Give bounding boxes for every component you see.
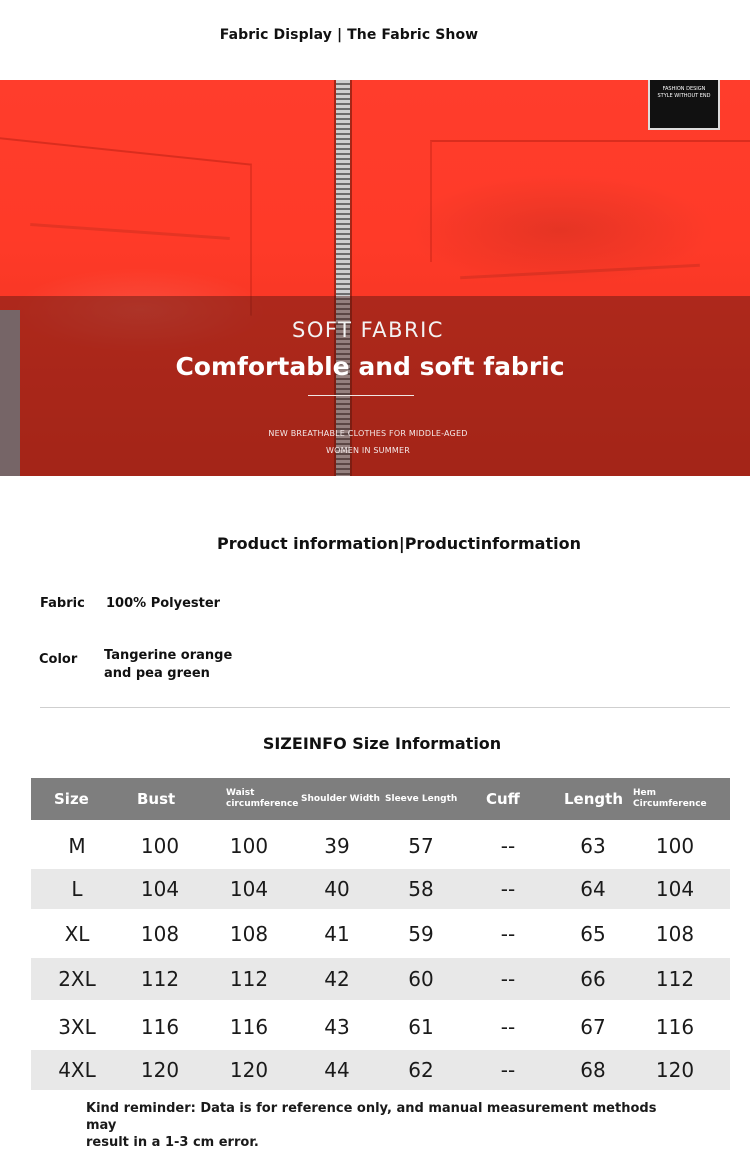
cell-waist: 120 — [229, 1058, 269, 1082]
header-hem — [633, 778, 707, 820]
cell-bust: 108 — [140, 922, 180, 946]
table-row — [31, 958, 730, 1000]
cell-hem: 100 — [655, 834, 695, 858]
cell-size: XL — [64, 922, 90, 946]
header-bust: Bust — [137, 790, 176, 808]
kind-reminder — [86, 1100, 686, 1151]
cell-size: M — [68, 834, 86, 858]
section-divider — [40, 707, 730, 708]
cell-bust: 120 — [140, 1058, 180, 1082]
cell-waist: 112 — [229, 967, 269, 991]
header-sleeve: Sleeve Length — [385, 793, 458, 804]
header-shoulder: Shoulder Width — [301, 793, 380, 804]
reminder-line-1: Kind reminder: Data is for reference only, and manual measurement methods may — [86, 1101, 657, 1133]
header-waist-line-2: circumference — [226, 799, 299, 809]
header-length: Length — [564, 790, 623, 808]
color-label: Color — [39, 652, 78, 667]
cell-cuff: -- — [500, 1015, 516, 1039]
cell-size: 4XL — [58, 1058, 96, 1082]
color-value — [104, 647, 232, 683]
cell-shoulder: 44 — [324, 1058, 350, 1082]
header-waist-line-1: Waist — [226, 788, 255, 798]
banner-subline-1: NEW BREATHABLE CLOTHES FOR MIDDLE-AGED — [268, 429, 468, 438]
banner-headline: Comfortable and soft fabric — [175, 352, 565, 381]
cell-length: 66 — [580, 967, 606, 991]
label-patch-line-2: STYLE WITHOUT END — [657, 93, 711, 99]
reminder-line-2: result in a 1-3 cm error. — [86, 1135, 259, 1150]
cell-waist: 104 — [229, 877, 269, 901]
banner-divider — [308, 395, 414, 396]
brand-label-patch — [648, 80, 720, 130]
label-patch-line-1: FASHION DESIGN — [662, 86, 706, 92]
cell-bust: 100 — [140, 834, 180, 858]
fabric-value: 100% Polyester — [106, 596, 221, 611]
cell-shoulder: 42 — [324, 967, 350, 991]
cell-hem: 116 — [655, 1015, 695, 1039]
header-size: Size — [54, 790, 89, 808]
cell-waist: 100 — [229, 834, 269, 858]
cell-hem: 104 — [655, 877, 695, 901]
cell-hem: 112 — [655, 967, 695, 991]
cell-sleeve: 62 — [408, 1058, 434, 1082]
color-value-line-2: and pea green — [104, 666, 210, 681]
table-row — [31, 913, 730, 955]
cell-shoulder: 39 — [324, 834, 350, 858]
cell-bust: 104 — [140, 877, 180, 901]
cell-cuff: -- — [500, 967, 516, 991]
header-waist — [226, 778, 298, 820]
cell-length: 63 — [580, 834, 606, 858]
cell-cuff: -- — [500, 922, 516, 946]
cell-sleeve: 60 — [408, 967, 434, 991]
table-row — [31, 825, 730, 867]
cell-hem: 120 — [655, 1058, 695, 1082]
fabric-crease — [460, 264, 700, 280]
cell-bust: 112 — [140, 967, 180, 991]
cell-size: 2XL — [58, 967, 96, 991]
cell-length: 64 — [580, 877, 606, 901]
table-row — [31, 869, 730, 909]
color-value-line-1: Tangerine orange — [104, 648, 233, 663]
cell-cuff: -- — [500, 834, 516, 858]
right-pocket-seam — [430, 140, 750, 262]
fabric-photo — [0, 80, 750, 476]
size-info-title: SIZEINFO Size Information — [262, 734, 502, 753]
cell-shoulder: 40 — [324, 877, 350, 901]
header-hem-line-1: Hem — [633, 788, 657, 798]
cell-cuff: -- — [500, 1058, 516, 1082]
cell-sleeve: 57 — [408, 834, 434, 858]
table-row — [31, 1005, 730, 1049]
cell-shoulder: 43 — [324, 1015, 350, 1039]
size-table-header — [31, 778, 730, 820]
page-title: Fabric Display | The Fabric Show — [219, 27, 479, 43]
cell-waist: 116 — [229, 1015, 269, 1039]
cell-size: L — [71, 877, 83, 901]
banner-kicker: SOFT FABRIC — [292, 318, 444, 342]
cell-length: 67 — [580, 1015, 606, 1039]
cell-length: 65 — [580, 922, 606, 946]
cell-length: 68 — [580, 1058, 606, 1082]
cell-sleeve: 58 — [408, 877, 434, 901]
banner-subline-2: WOMEN IN SUMMER — [326, 446, 410, 455]
table-row — [31, 1050, 730, 1090]
cell-hem: 108 — [655, 922, 695, 946]
header-hem-line-2: Circumference — [633, 799, 707, 809]
cell-shoulder: 41 — [324, 922, 350, 946]
cell-bust: 116 — [140, 1015, 180, 1039]
cell-size: 3XL — [58, 1015, 96, 1039]
cell-cuff: -- — [500, 877, 516, 901]
header-cuff: Cuff — [486, 790, 520, 808]
cell-waist: 108 — [229, 922, 269, 946]
fabric-label: Fabric — [40, 596, 85, 611]
cell-sleeve: 59 — [408, 922, 434, 946]
cell-sleeve: 61 — [408, 1015, 434, 1039]
product-info-title: Product information|Productinformation — [217, 534, 581, 553]
